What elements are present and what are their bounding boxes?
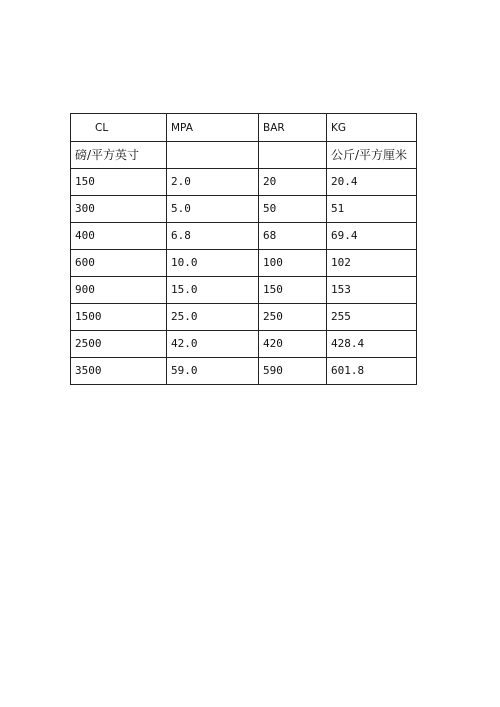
cell-cl: 300 (71, 196, 167, 223)
cell-cl: 1500 (71, 304, 167, 331)
cell-kg: 20.4 (327, 169, 417, 196)
cell-kg: 428.4 (327, 331, 417, 358)
table-unit-row (71, 142, 417, 169)
pressure-conversion-table (70, 113, 417, 385)
unit-kgcm2: 公斤/平方厘米 (327, 142, 417, 169)
cell-kg: 601.8 (327, 358, 417, 385)
cell-mpa: 42.0 (167, 331, 259, 358)
cell-cl: 400 (71, 223, 167, 250)
cell-mpa: 2.0 (167, 169, 259, 196)
cell-mpa: 10.0 (167, 250, 259, 277)
cell-kg: 255 (327, 304, 417, 331)
cell-bar: 68 (259, 223, 327, 250)
cell-bar: 100 (259, 250, 327, 277)
cell-bar: 420 (259, 331, 327, 358)
table-row (71, 331, 417, 358)
table-row (71, 358, 417, 385)
cell-cl: 150 (71, 169, 167, 196)
cell-kg: 69.4 (327, 223, 417, 250)
table-row (71, 250, 417, 277)
header-mpa: MPA (167, 114, 259, 142)
cell-cl: 2500 (71, 331, 167, 358)
table-row (71, 223, 417, 250)
unit-psi: 磅/平方英寸 (71, 142, 167, 169)
cell-cl: 3500 (71, 358, 167, 385)
cell-bar: 250 (259, 304, 327, 331)
cell-kg: 102 (327, 250, 417, 277)
cell-mpa: 15.0 (167, 277, 259, 304)
header-cl: CL (71, 114, 167, 142)
table-row (71, 196, 417, 223)
cell-mpa: 5.0 (167, 196, 259, 223)
cell-kg: 153 (327, 277, 417, 304)
cell-bar: 50 (259, 196, 327, 223)
cell-bar: 590 (259, 358, 327, 385)
cell-mpa: 59.0 (167, 358, 259, 385)
cell-bar: 150 (259, 277, 327, 304)
unit-bar (259, 142, 327, 169)
table-row (71, 277, 417, 304)
table-row (71, 169, 417, 196)
cell-kg: 51 (327, 196, 417, 223)
cell-cl: 600 (71, 250, 167, 277)
unit-mpa (167, 142, 259, 169)
header-bar: BAR (259, 114, 327, 142)
header-kg: KG (327, 114, 417, 142)
cell-mpa: 6.8 (167, 223, 259, 250)
cell-bar: 20 (259, 169, 327, 196)
table-header-row (71, 114, 417, 142)
cell-mpa: 25.0 (167, 304, 259, 331)
table-row (71, 304, 417, 331)
cell-cl: 900 (71, 277, 167, 304)
